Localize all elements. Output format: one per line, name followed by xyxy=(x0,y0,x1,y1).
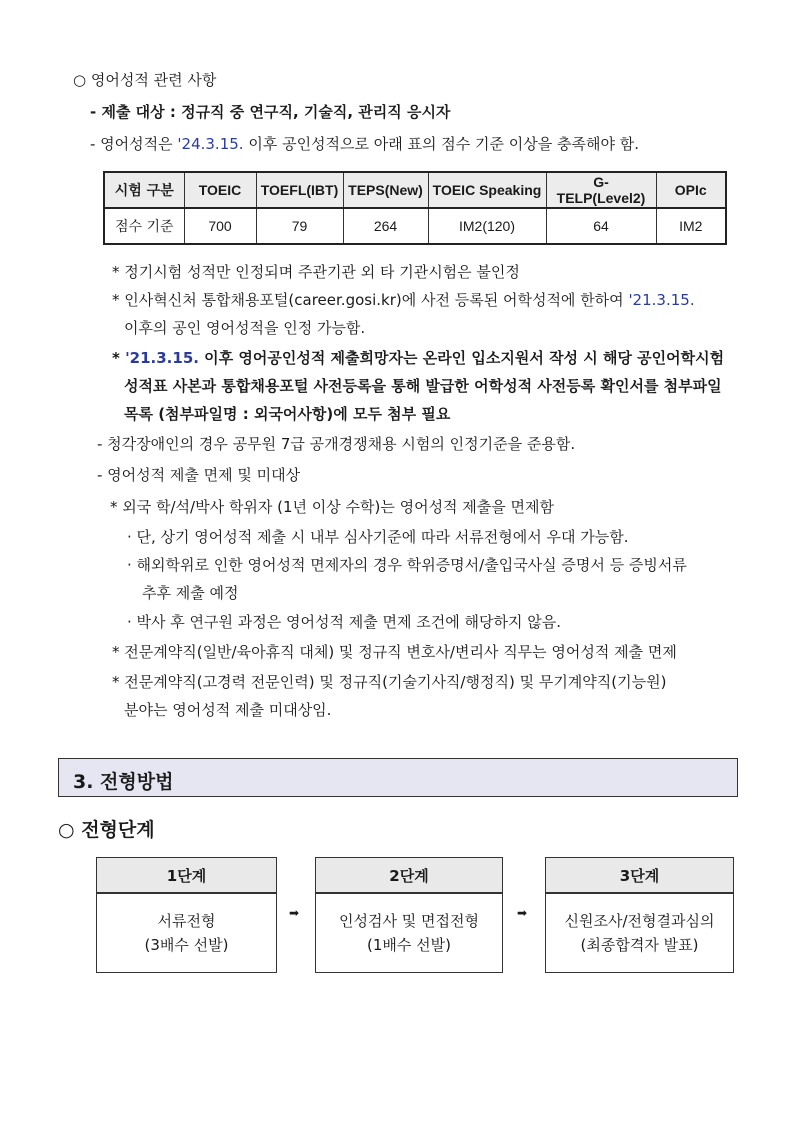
note-regular-exam: * 정기시험 성적만 인정되며 주관기관 외 타 기관시험은 불인정 xyxy=(112,263,520,281)
score-table-cell: 700 xyxy=(184,208,256,244)
submit-target-line: - 제출 대상 : 정규직 중 연구직, 기술직, 관리직 응시자 xyxy=(90,103,451,121)
exemption-postdoc-note: · 박사 후 연구원 과정은 영어성적 제출 면제 조건에 해당하지 않음. xyxy=(127,613,561,631)
exemption-foreign-degree: * 외국 학/석/박사 학위자 (1년 이상 수학)는 영어성적 제출을 면제함 xyxy=(110,498,555,516)
stage-selection: (최종합격자 발표) xyxy=(580,936,699,954)
stage-title: 2단계 xyxy=(316,858,502,894)
score-table-header-cell: G-TELP(Level2) xyxy=(546,172,656,208)
exemption-nontarget-line2: 분야는 영어성적 제출 미대상임. xyxy=(124,701,332,719)
section-title-bar xyxy=(58,758,738,797)
score-table-header-cell: TEPS(New) xyxy=(343,172,428,208)
stage-body xyxy=(316,894,502,972)
stage-body xyxy=(97,894,276,972)
note-attachment-line3: 목록 (첨부파일명 : 외국어사항)에 모두 첨부 필요 xyxy=(124,405,451,423)
lang-section-heading: ○ 영어성적 관련 사항 xyxy=(73,71,217,89)
arrow-icon: ➡ xyxy=(517,906,528,920)
stage-selection: (3배수 선발) xyxy=(144,936,229,954)
score-requirement-pre: - 영어성적은 xyxy=(90,135,178,153)
stage-box-3 xyxy=(545,857,734,973)
note-attachment-line2: 성적표 사본과 통합채용포털 사전등록을 통해 발급한 어학성적 사전등록 확인서를 첨부파일 xyxy=(124,377,722,395)
score-table-cell: 점수 기준 xyxy=(104,208,184,244)
score-table-header-cell: TOEIC Speaking xyxy=(428,172,546,208)
note-portal-registration xyxy=(112,290,695,310)
exemption-contract-legal: * 전문계약직(일반/육아휴직 대체) 및 정규직 변호사/변리사 직무는 영어성적 제출 면제 xyxy=(112,643,677,661)
score-table-cell: IM2 xyxy=(656,208,726,244)
note-portal-date: '21.3.15. xyxy=(628,291,695,309)
score-table-header-cell: OPIc xyxy=(656,172,726,208)
score-table-header-cell: TOEFL(IBT) xyxy=(256,172,343,208)
score-table-header-cell: TOEIC xyxy=(184,172,256,208)
stage-body xyxy=(546,894,733,972)
stage-desc: 서류전형 xyxy=(157,912,216,930)
section-title: 3. 전형방법 xyxy=(73,771,174,793)
note-portal-line2: 이후의 공인 영어성적을 인정 가능함. xyxy=(124,319,366,337)
exemption-preference-note: · 단, 상기 영어성적 제출 시 내부 심사기준에 따라 서류전형에서 우대 가능함. xyxy=(127,528,629,546)
score-table-cell: IM2(120) xyxy=(428,208,546,244)
note-attachment-date: '21.3.15. xyxy=(125,349,199,367)
note-attachment-line1 xyxy=(112,348,724,368)
stage-desc: 신원조사/전형결과심의 xyxy=(564,912,715,930)
stage-selection: (1배수 선발) xyxy=(367,936,451,954)
score-table-row xyxy=(104,208,726,244)
disabled-applicant-rule: - 청각장애인의 경우 공무원 7급 공개경쟁채용 시험의 인정기준을 준용함. xyxy=(97,435,576,453)
score-requirement-date: '24.3.15. xyxy=(177,135,244,153)
score-requirement-line xyxy=(90,134,639,154)
score-table-cell: 264 xyxy=(343,208,428,244)
score-table-cell: 79 xyxy=(256,208,343,244)
note-portal-pre: * 인사혁신처 통합채용포털(career.gosi.kr)에 사전 등록된 어학성적에 한하여 xyxy=(112,291,629,309)
score-table-header-cell: 시험 구분 xyxy=(104,172,184,208)
exemption-nontarget-line1: * 전문계약직(고경력 전문인력) 및 정규직(기술기사직/행정직) 및 무기계약직(기능원) xyxy=(112,673,667,691)
stage-desc: 인성검사 및 면접전형 xyxy=(339,912,479,930)
exemption-heading: - 영어성적 제출 면제 및 미대상 xyxy=(97,466,301,484)
score-table-cell: 64 xyxy=(546,208,656,244)
exemption-proof-line2: 추후 제출 예정 xyxy=(142,584,239,602)
note-attachment-star: * xyxy=(112,349,126,367)
stage-title: 1단계 xyxy=(97,858,276,894)
score-requirement-post: 이후 공인성적으로 아래 표의 점수 기준 이상을 충족해야 함. xyxy=(243,135,640,153)
stage-box-1 xyxy=(96,857,277,973)
score-table-header-row xyxy=(104,172,726,208)
stage-title: 3단계 xyxy=(546,858,733,894)
exemption-proof-line1: · 해외학위로 인한 영어성적 면제자의 경우 학위증명서/출입국사실 증명서 등 증빙서류 xyxy=(127,556,687,574)
stage-heading: ○ 전형단계 xyxy=(58,819,155,841)
stage-box-2 xyxy=(315,857,503,973)
note-attachment-text1: 이후 영어공인성적 제출희망자는 온라인 입소지원서 작성 시 해당 공인어학시험 xyxy=(198,349,725,367)
score-table xyxy=(103,171,727,245)
arrow-icon: ➡ xyxy=(289,906,300,920)
